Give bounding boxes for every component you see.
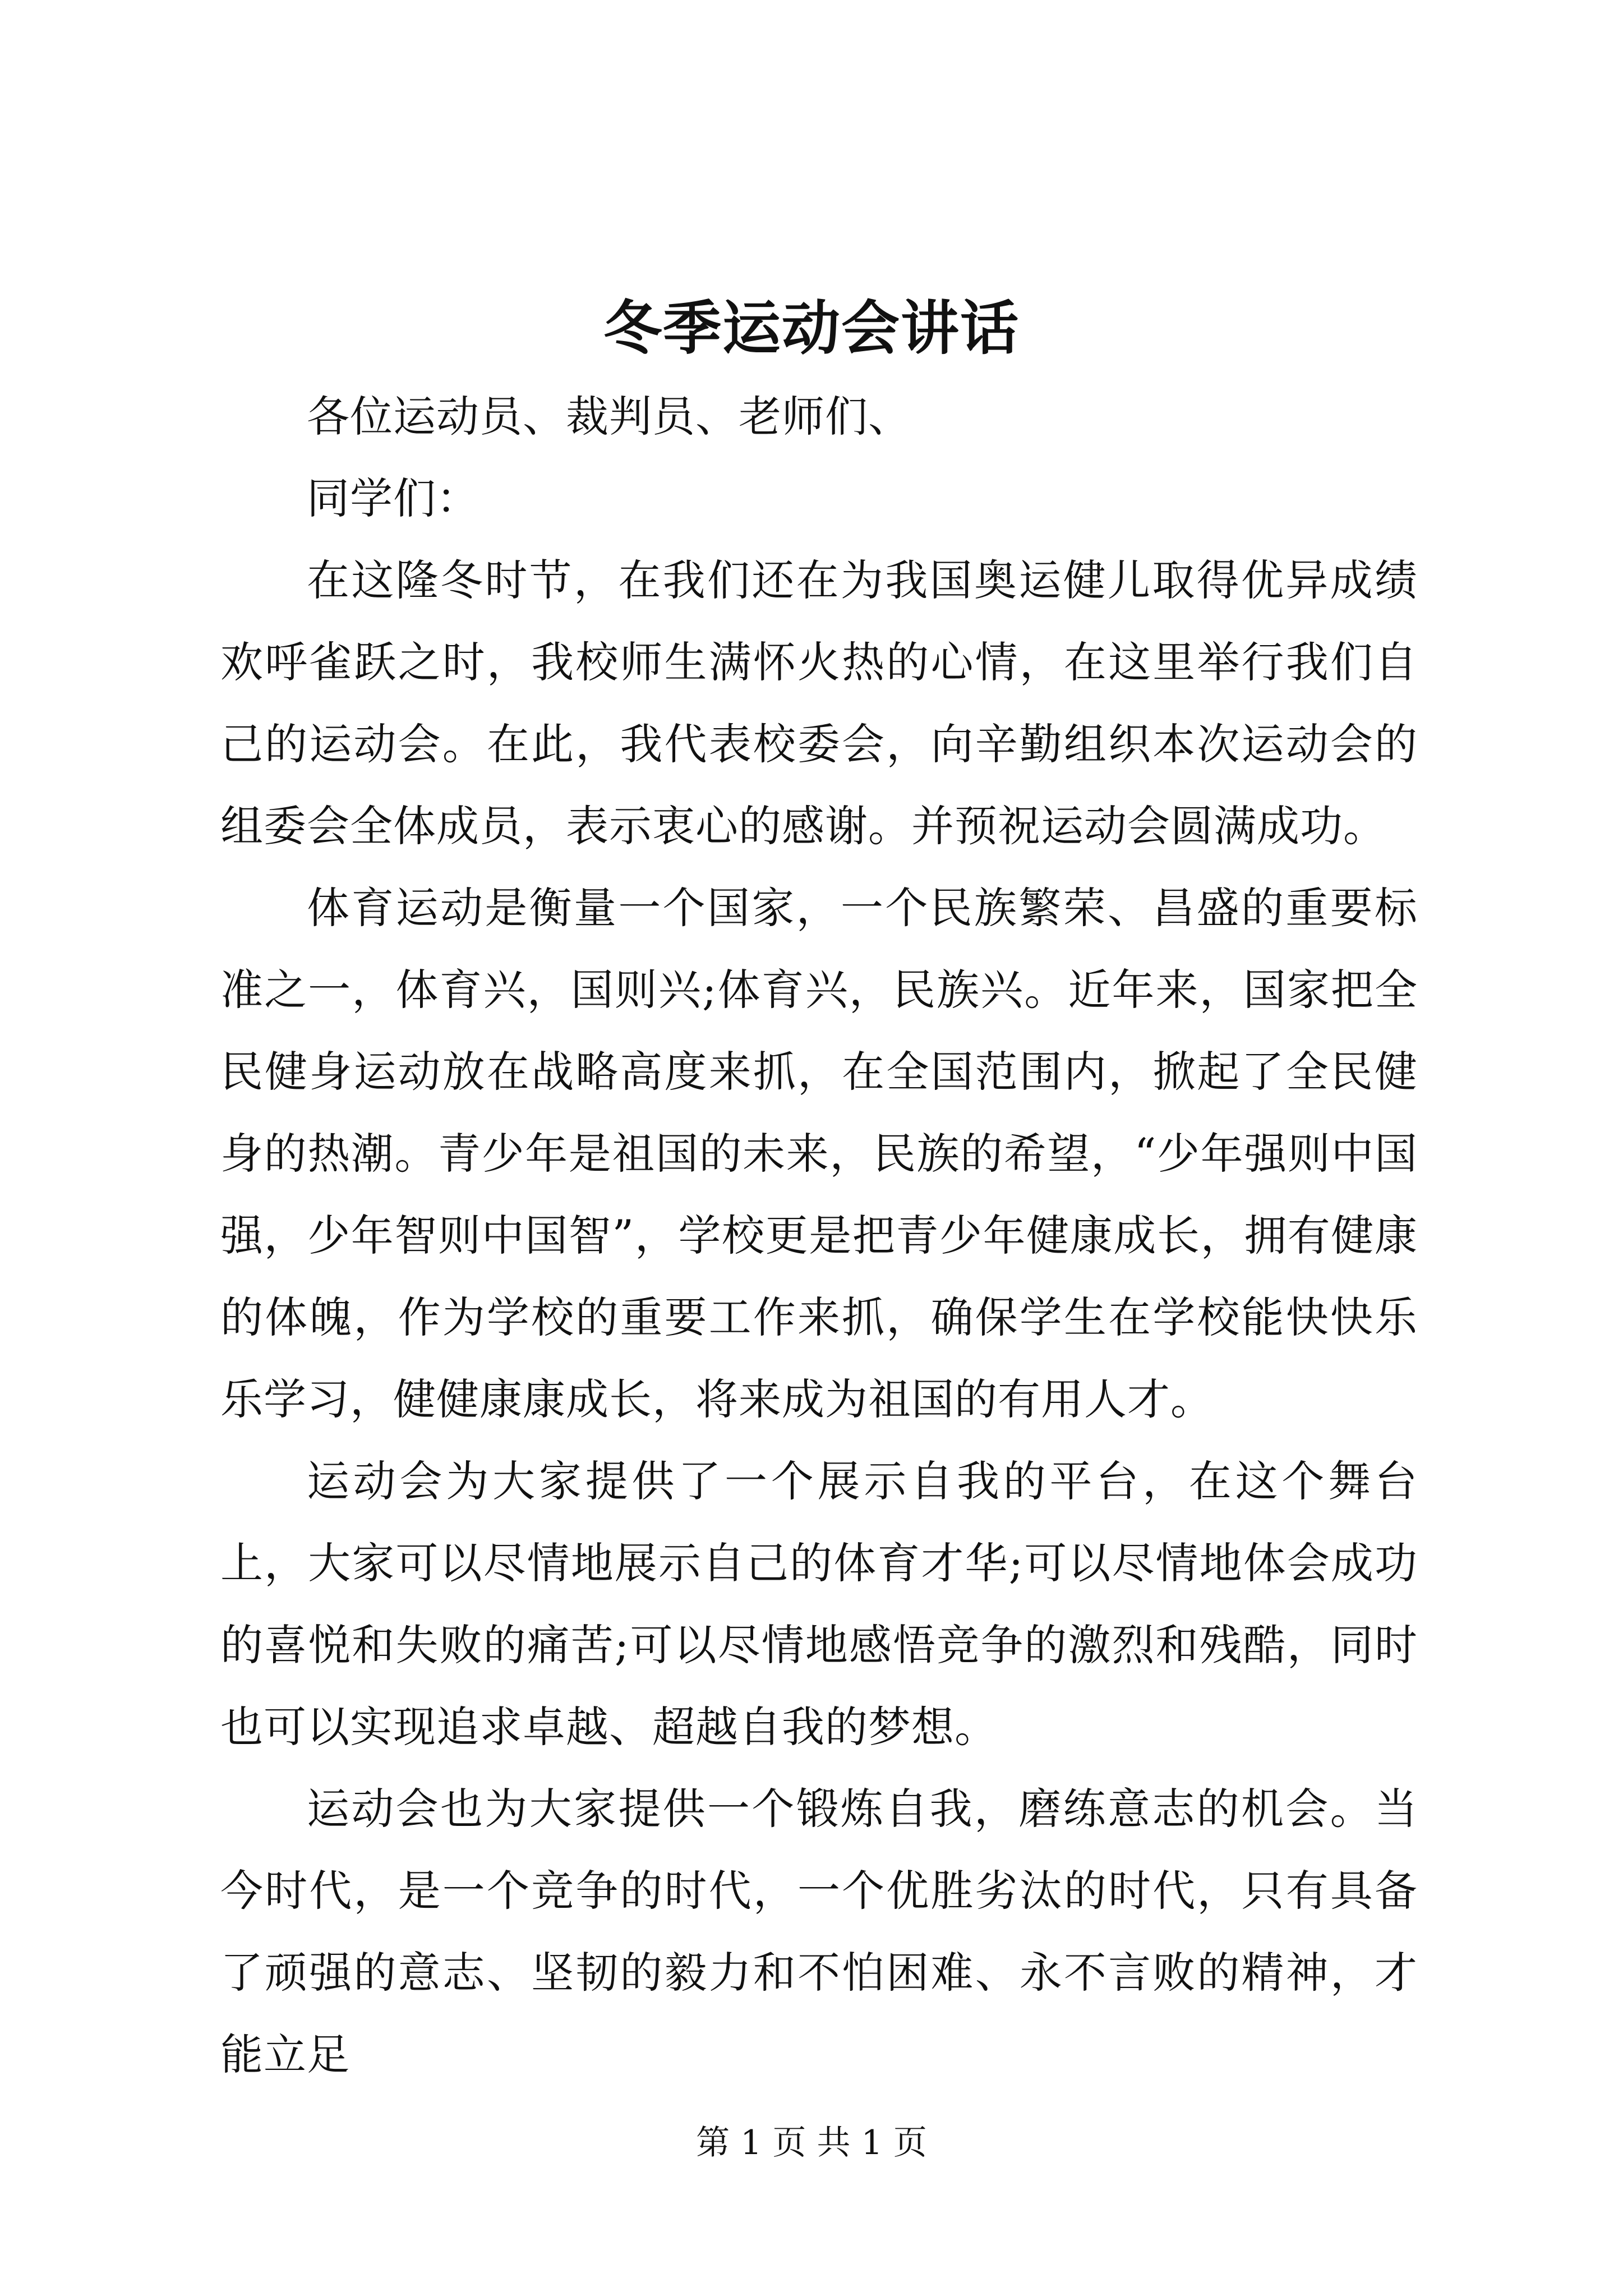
greeting-line-1: 各位运动员、裁判员、老师们、 (307, 392, 911, 441)
paragraph-opening: 在这隆冬时节，在我们还在为我国奥运健儿取得优异成绩欢呼雀跃之时，我校师生满怀火热的心情，在这里举行我们自己的运动会。在此，我代表校委会，向辛勤组织本次运动会的组委会全体成员，表示衷心的感谢。并预祝运动会圆满成功。 (220, 555, 1418, 851)
document-title: 冬季运动会讲话 (603, 293, 1020, 362)
paragraph-platform: 运动会为大家提供了一个展示自我的平台，在这个舞台上，大家可以尽情地展示自己的体育才华;可以尽情地体会成功的喜悦和失败的痛苦;可以尽情地感悟竞争的激烈和残酷，同时也可以实现追求卓越、超越自我的梦想。 (220, 1456, 1418, 1752)
paragraph-sports-importance: 体育运动是衡量一个国家，一个民族繁荣、昌盛的重要标准之一，体育兴，国则兴;体育兴，民族兴。近年来，国家把全民健身运动放在战略高度来抓，在全国范围内，掀起了全民健身的热潮。青少年是祖国的未来，民族的希望，“少年强则中国强，少年智则中国智”，学校更是把青少年健康成长，拥有健康的体魄，作为学校的重要工作来抓，确保学生在学校能快快乐乐学习，健健康康成长，将来成为祖国的有用人才。 (220, 883, 1418, 1424)
document-body (220, 376, 1418, 2096)
page-footer: 第 1 页 共 1 页 (696, 2123, 927, 2162)
greeting-line-2: 同学们： (307, 473, 479, 523)
paragraph-willpower: 运动会也为大家提供一个锻炼自我，磨练意志的机会。当今时代，是一个竞争的时代，一个优胜劣汰的时代，只有具备了顽强的意志、坚韧的毅力和不怕困难、永不言败的精神，才能立足 (220, 1784, 1418, 2079)
